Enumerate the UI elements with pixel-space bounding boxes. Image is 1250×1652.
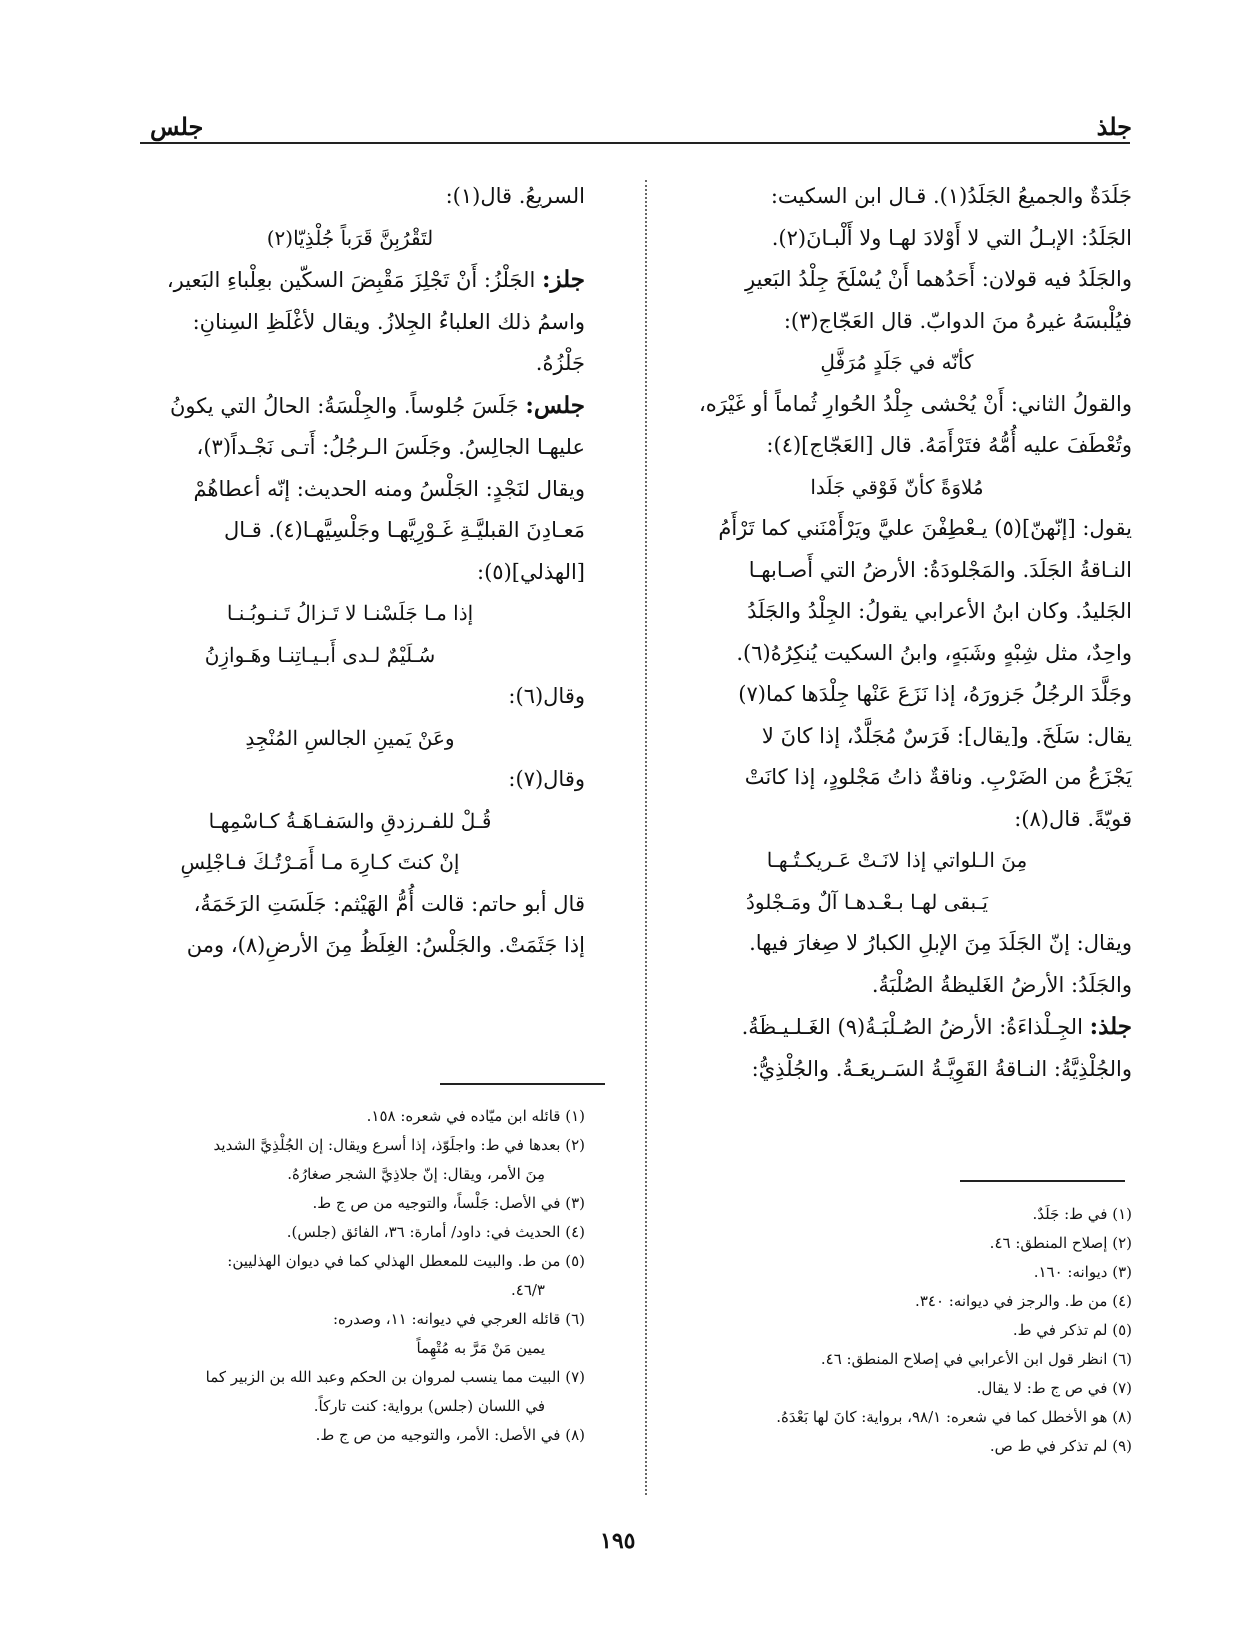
line-text: ويقال لنَجْدٍ: الجَلْسُ ومنه الحديث: إنّه أعطاهُمْ bbox=[193, 476, 585, 501]
left-column-text-line bbox=[115, 469, 585, 511]
entry-headword: جلز: bbox=[541, 266, 585, 293]
left-column-text-line bbox=[115, 343, 585, 385]
footnote: (٥) من ط. والبيت للمعطل الهذلي كما في ديوان الهذليين: bbox=[227, 1252, 585, 1270]
footnote: (٦) انظر قول ابن الأعرابي في إصلاح المنطق: ٤٦. bbox=[820, 1350, 1132, 1368]
footnote: في اللسان (جلس) برواية: كنت تاركاً. bbox=[313, 1397, 545, 1415]
right-column-text-line bbox=[662, 965, 1132, 1007]
line-text: إذا جَثَمَتْ. والجَلْسُ: الغِلَظُ مِنَ الأرضِ(٨)، ومن bbox=[186, 933, 585, 957]
line-text: لتَقْرُبِنَّ قَرَباً جُلْذِيّا(٢) bbox=[266, 225, 434, 250]
left-column-verse-line bbox=[115, 218, 585, 260]
header-rule bbox=[140, 142, 1130, 144]
footnote: (٦) قائله العرجي في ديوانه: ١١، وصدره: bbox=[332, 1310, 585, 1328]
line-text: جَلَدَةٌ والجميعُ الجَلَدُ(١). قـال ابن السكيت: bbox=[770, 184, 1132, 208]
footnote-rule-left bbox=[440, 1083, 605, 1085]
line-text: والجَلَدُ فيه قولان: أَحَدُهما أَنْ يُسْلَخَ جِلْدُ البَعيرِ bbox=[744, 267, 1132, 291]
footnote: (٣) ديوانه: ١٦٠. bbox=[1033, 1263, 1132, 1281]
footnote: (٨) هو الأخطل كما في شعره: ٩٨/١، برواية: كانَ لها بَعْدَهُ. bbox=[776, 1408, 1132, 1426]
right-column-text-line bbox=[662, 550, 1132, 592]
left-column-text-line bbox=[115, 884, 585, 926]
line-text: وجَلَّدَ الرجُلُ جَزورَهُ، إذا نَزَعَ عَنْها جِلْدَها كما(٧) bbox=[738, 682, 1132, 706]
page-number: ١٩٥ bbox=[600, 1528, 636, 1554]
line-text: الجَلْزُ: أَنْ تَجْلِزَ مَقْبِضَ السكّين بعِلْباءِ البَعير، bbox=[166, 268, 536, 292]
right-column-text-line bbox=[662, 425, 1132, 467]
footnote: (٧) البيت مما ينسب لمروان بن الحكم وعبد الله بن الزبير كما bbox=[205, 1368, 585, 1386]
right-column-text-line bbox=[662, 301, 1132, 343]
line-text: سُـلَيْمٌ لـدى أَبـيـاتِنـا وهَـوازِنُ bbox=[204, 642, 436, 667]
line-text: واسمُ ذلك العلباءُ الجِلازُ. ويقال لأغْلَظِ السِنانِ: bbox=[192, 309, 585, 334]
line-text: واحِدٌ، مثل شِبْهٍ وشَبَهٍ، وابنُ السكيت يُنكِرُهُ(٦). bbox=[736, 640, 1132, 665]
right-column-verse-line bbox=[662, 342, 1132, 384]
line-text: مَعـادِنَ القبليَّـةِ غَـوْرِيَّهـا وجَلْسِيَّهـا(٤). قـال bbox=[223, 518, 585, 542]
line-text: وتُعْطَفَ عليه أُمُّهُ فتَرْأَمَهُ. قال [العَجّاج](٤): bbox=[766, 433, 1132, 457]
line-text: والقولُ الثاني: أَنْ يُحْشى جِلْدُ الحُوارِ ثُماماً أو غَيْرَه، bbox=[698, 391, 1132, 416]
footnotes-right bbox=[652, 1200, 1132, 1461]
line-text: قويّةً. قال(٨): bbox=[1014, 806, 1132, 831]
line-text: فيُلْبسَهُ غيرهُ منَ الدوابّ. قال العَجّاج(٣): bbox=[783, 308, 1132, 333]
line-text: السريعُ. قال(١): bbox=[445, 184, 585, 208]
right-column-text-line bbox=[662, 674, 1132, 716]
left-column-text-line bbox=[115, 676, 585, 718]
footnotes-left bbox=[115, 1102, 585, 1450]
footnote-rule-right bbox=[960, 1180, 1125, 1182]
footnote: (٣) في الأصل: جَلْساً، والتوجيه من ص ج ط. bbox=[312, 1194, 585, 1212]
right-column-text-line bbox=[662, 923, 1132, 965]
line-text: كأنّه في جَلَدٍ مُرَفَّلِ bbox=[820, 350, 974, 374]
line-text: ويقال: إنّ الجَلَدَ مِنَ الإبلِ الكبارُ لا صِغارَ فيها. bbox=[749, 931, 1132, 955]
header-left-title: جلس bbox=[150, 112, 204, 141]
footnote: (١) قائله ابن ميّاده في شعره: ١٥٨. bbox=[366, 1107, 585, 1125]
line-text: جَلَسَ جُلوساً. والجِلْسَةُ: الحالُ التي يكونُ bbox=[169, 393, 519, 418]
right-column bbox=[662, 176, 1132, 1090]
line-text: عليهـا الجالِسُ. وجَلَسَ الـرجُلُ: أَتـى نَجْـداً(٣)، bbox=[196, 435, 585, 459]
column-divider bbox=[645, 180, 647, 1495]
left-column bbox=[115, 176, 585, 967]
right-column-text-line bbox=[662, 218, 1132, 260]
header-right-title: جلذ bbox=[1096, 112, 1132, 141]
line-text: يَجْزَعُ من الضَرْبِ. وناقةٌ ذاتُ مَجْلودٍ، إذا كانَتْ bbox=[744, 765, 1132, 789]
right-column-text-line bbox=[662, 384, 1132, 426]
left-column-text-line bbox=[115, 759, 585, 801]
line-text: وعَنْ يَمينِ الجالسِ المُنْجِدِ bbox=[245, 725, 455, 750]
footnote: (٤) الحديث في: داود/ أمارة: ٣٦، الفائق (جلس). bbox=[286, 1223, 585, 1241]
line-text: قُـلْ للفـرزدقِ والسَفـاهَـةُ كـاسْمِهـا bbox=[208, 808, 492, 833]
line-text: النـاقةُ الجَلَدَ. والمَجْلودَةُ: الأرضُ التي أَصـابهـا bbox=[748, 557, 1132, 582]
footnote: يمين مَنْ مَرَّ به مُتْهِماً bbox=[416, 1339, 545, 1357]
right-column-text-line bbox=[662, 633, 1132, 675]
left-column-text-line bbox=[115, 259, 585, 302]
right-column-text-line bbox=[662, 1049, 1132, 1091]
right-column-text-line bbox=[662, 259, 1132, 301]
footnote: (٢) إصلاح المنطق: ٤٦. bbox=[989, 1234, 1132, 1252]
line-text: قال أبو حاتم: قالت أُمُّ الهَيْثم: جَلَسَتِ الرَخَمَةُ، bbox=[193, 891, 585, 916]
left-column-verse-line bbox=[115, 635, 585, 677]
left-column-text-line bbox=[115, 302, 585, 344]
line-text: [الهذلي](٥): bbox=[477, 559, 585, 584]
line-text: وقال(٧): bbox=[508, 767, 585, 791]
right-column-verse-line bbox=[662, 840, 1132, 882]
line-text: مِنَ الـلواتي إذا لانَـتْ عَـريكـتُـهـا bbox=[766, 848, 1028, 872]
footnote: (١) في ط: جَلَدٌ. bbox=[1032, 1205, 1132, 1223]
line-text: جَلْزُهُ. bbox=[535, 351, 585, 375]
footnote: (٥) لم تذكر في ط. bbox=[1012, 1321, 1132, 1339]
line-text: والجَلَدُ: الأرضُ الغَليظةُ الصُلْبَةُ. bbox=[871, 972, 1132, 997]
right-column-text-line bbox=[662, 757, 1132, 799]
line-text: يَـبقى لهـا بـعْـدهـا آلٌ ومَـجْلودُ bbox=[746, 889, 988, 914]
footnote: ٤٦/٣. bbox=[510, 1281, 545, 1299]
line-text: يقول: [إنّهنّ](٥) يـعْطِفْنَ عليَّ ويَرْأَمْنَني كما تَرْأَمُ bbox=[718, 516, 1132, 540]
right-column-text-line bbox=[662, 1006, 1132, 1049]
left-column-text-line bbox=[115, 510, 585, 552]
left-column-text-line bbox=[115, 552, 585, 594]
left-column-text-line bbox=[115, 427, 585, 469]
line-text: إنْ كنتَ كـارِهَ مـا أَمَـرْتُـكَ فـاجْلِسِ bbox=[180, 850, 460, 874]
line-text: وقال(٦): bbox=[508, 684, 585, 708]
line-text: الجَلَدُ: الإبـلُ التي لا أَوْلادَ لهـا ولا أَلْبـانَ(٢). bbox=[771, 225, 1132, 250]
right-column-text-line bbox=[662, 176, 1132, 218]
right-column-verse-line bbox=[662, 882, 1132, 924]
left-column-verse-line bbox=[115, 593, 585, 635]
entry-headword: جلذ: bbox=[1089, 1013, 1132, 1040]
line-text: إذا مـا جَلَسْنـا لا تَـزالُ تَـنـوبُـنـا bbox=[226, 601, 474, 625]
right-column-text-line bbox=[662, 716, 1132, 758]
footnote: (٤) من ط. والرجز في ديوانه: ٣٤٠. bbox=[915, 1292, 1132, 1310]
left-column-text-line bbox=[115, 176, 585, 218]
footnote: (٢) بعدها في ط: واجلَوّذ، إذا أسرع ويقال: إن الجُلْذِيَّ الشديد bbox=[213, 1136, 585, 1154]
left-column-text-line bbox=[115, 385, 585, 428]
line-text: الجَليدُ. وكان ابنُ الأعرابي يقولُ: الجِلْدُ والجَلَدُ bbox=[747, 599, 1132, 623]
left-column-verse-line bbox=[115, 801, 585, 843]
line-text: الجِـلْذاءَةُ: الأرضُ الصُـلْبَـةُ(٩) الغَـلـيـظَةُ. bbox=[741, 1015, 1083, 1039]
line-text: والجُلْذِيَّةُ: النـاقةُ القَوِيَّـةُ السَـريعَـةُ. والجُلْذِيُّ: bbox=[751, 1056, 1132, 1081]
right-column-verse-line bbox=[662, 467, 1132, 509]
right-column-text-line bbox=[662, 591, 1132, 633]
left-column-text-line bbox=[115, 925, 585, 967]
footnote: (٧) في ص ج ط: لا يقال. bbox=[976, 1379, 1132, 1397]
footnote: (٨) في الأصل: الأمر، والتوجيه من ص ج ط. bbox=[315, 1426, 585, 1444]
footnote: مِنَ الأمر، ويقال: إنّ جلاذِيَّ الشجر صغارُهُ. bbox=[287, 1165, 545, 1183]
right-column-text-line bbox=[662, 799, 1132, 841]
line-text: يقال: سَلَخَ. و[يقال]: فَرَسٌ مُجَلَّدٌ، إذا كانَ لا bbox=[761, 723, 1132, 748]
footnote: (٩) لم تذكر في ط ص. bbox=[989, 1437, 1132, 1455]
entry-headword: جلس: bbox=[525, 391, 585, 419]
left-column-verse-line bbox=[115, 842, 585, 884]
left-column-verse-line bbox=[115, 718, 585, 760]
right-column-text-line bbox=[662, 508, 1132, 550]
line-text: مُلاوَةً كأنّ فَوْقي جَلَدا bbox=[810, 474, 984, 499]
